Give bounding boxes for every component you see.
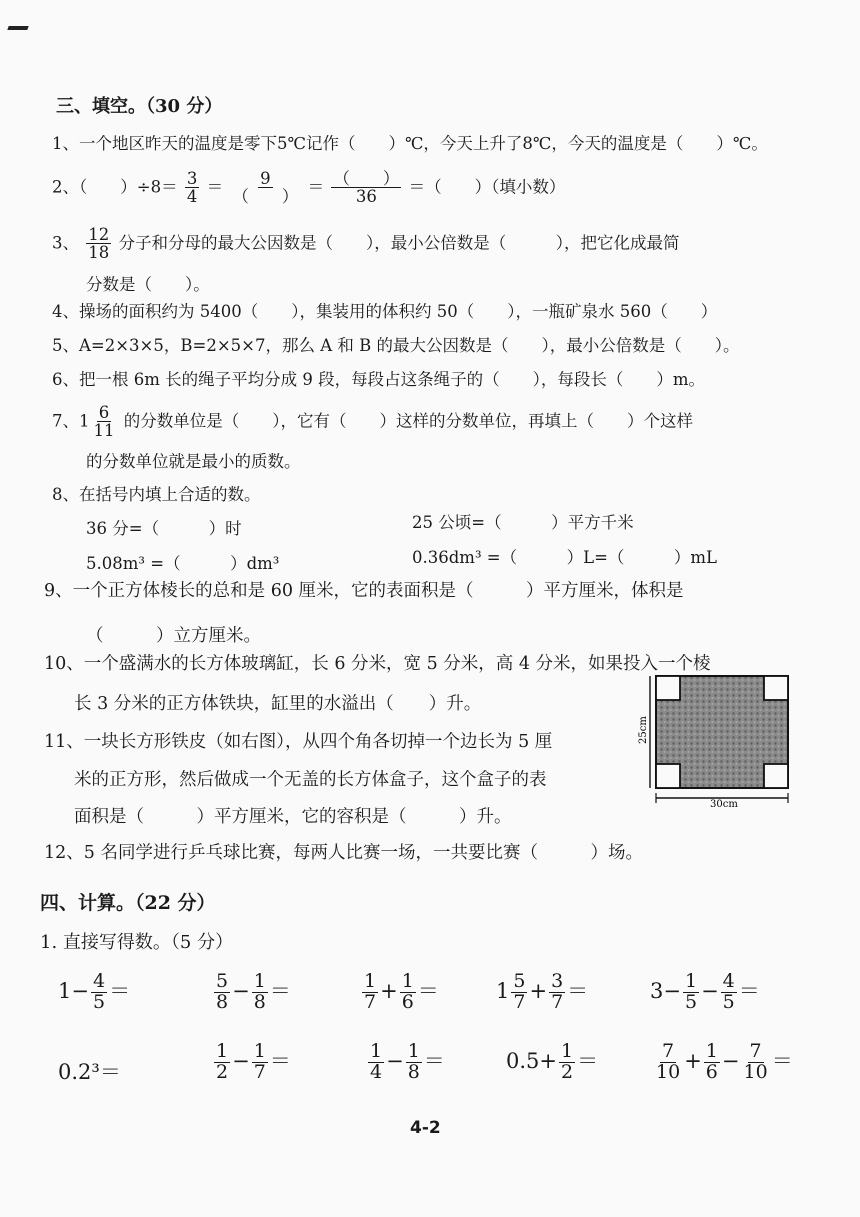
q2-f2-den: （ ）: [232, 187, 299, 207]
calc-8: [366, 1042, 445, 1083]
calc-2-den-2: 8: [253, 990, 266, 1013]
calc-9-den: 2: [561, 1060, 574, 1083]
q2-f2-num: 9: [260, 169, 271, 188]
calc-5-num-2: 4: [722, 970, 735, 992]
q2-f1-num: 3: [186, 169, 198, 188]
calc-8-fraction-2: [406, 1042, 422, 1083]
q7-den: 11: [93, 421, 115, 441]
question-8c: 5.08m³ =（ ）dm³: [86, 554, 280, 573]
calc-2-den-1: 8: [216, 990, 229, 1013]
question-12: 12、5 名同学进行乒乓球比赛，每两人比赛一场，一共要比赛（ ）场。: [44, 843, 643, 863]
calc-10-den-3: 10: [743, 1060, 768, 1083]
calc-6-text: 0.2³＝: [58, 1060, 121, 1084]
question-9: 9、一个正方体棱长的总和是 60 厘米，它的表面积是（ ）平方厘米，体积是: [44, 581, 684, 601]
scan-mark: [7, 26, 28, 30]
question-11-line-3: 面积是（ ）平方厘米，它的容积是（ ）升。: [74, 807, 512, 827]
calc-10-eq: ＝: [771, 1048, 793, 1073]
q2-equals: ＝: [206, 177, 224, 197]
calc-10-fraction-1: [654, 1042, 682, 1083]
calc-3-op: +: [380, 978, 398, 1003]
calc-5-fraction-2: [721, 972, 737, 1013]
calc-10-den-1: 10: [656, 1060, 681, 1083]
calc-8-eq: ＝: [423, 1048, 445, 1073]
calc-1: [58, 972, 130, 1013]
calc-3-den-2: 6: [401, 990, 414, 1013]
calc-3-num-1: 1: [364, 970, 377, 992]
question-1: 1、一个地区昨天的温度是零下5℃记作（ ）℃，今天上升了8℃，今天的温度是（ ）℃。: [52, 134, 768, 153]
calc-3-num-2: 1: [401, 970, 414, 992]
iron-sheet-figure: [638, 670, 798, 810]
calc-9-pre: 0.5+: [506, 1048, 557, 1073]
calc-4-fraction-2: [549, 972, 565, 1013]
question-8d: 0.36dm³ =（ ）L=（ ）mL: [412, 548, 718, 567]
calc-1-den: 5: [92, 990, 106, 1013]
calc-7-op: −: [232, 1048, 250, 1073]
calc-7-fraction-2: [252, 1042, 268, 1083]
question-5: 5、A=2×3×5，B=2×5×7，那么 A 和 B 的最大公因数是（ ），最小公倍数是（ ）。: [52, 336, 740, 355]
question-3: [52, 226, 680, 262]
question-7: [52, 404, 693, 440]
question-8b: 25 公顷=（ ）平方千米: [412, 513, 634, 532]
question-8a: 36 分=（ ）时: [86, 519, 242, 538]
calc-8-op: −: [386, 1048, 404, 1073]
question-4: 4、操场的面积约为 5400（ ），集装用的体积约 50（ ），一瓶矿泉水 560（ ）: [52, 302, 718, 321]
width-label: 30cm: [710, 799, 738, 810]
calc-10-fraction-3: [742, 1042, 770, 1083]
calc-3-fraction-2: [400, 972, 416, 1013]
calc-5-den-1: 5: [684, 990, 698, 1013]
calc-4-fraction-1: [511, 972, 527, 1013]
calc-2-num-2: 1: [253, 970, 266, 992]
question-6: 6、把一根 6m 长的绳子平均分成 9 段，每段占这条绳子的（ ），每段长（ ）m。: [52, 370, 706, 389]
q2-prefix: 2、（ ）÷8＝: [52, 177, 178, 197]
section-4-title: 四、计算。（22 分）: [40, 892, 216, 914]
calc-1-fraction: [91, 972, 107, 1013]
q3-fraction: [86, 226, 111, 262]
corner-square-tl: [656, 676, 680, 700]
q3-num: 12: [88, 225, 110, 244]
calc-2: [212, 972, 291, 1013]
question-10: 10、一个盛满水的长方体玻璃缸，长 6 分米，宽 5 分米，高 4 分米，如果投入一个棱: [44, 654, 711, 674]
q2-fraction-1: [185, 170, 200, 206]
q7-text: 的分数单位是（ ），它有（ ）这样的分数单位，再填上（ ）个这样: [123, 411, 693, 431]
calc-6: [58, 1056, 121, 1086]
corner-square-tr: [764, 676, 788, 700]
calc-2-fraction-1: [214, 972, 230, 1013]
calc-8-num-1: 1: [370, 1040, 383, 1062]
height-label: 25cm: [638, 716, 649, 744]
calc-3: [360, 972, 439, 1013]
calc-3-fraction-1: [362, 972, 378, 1013]
calc-1-eq: ＝: [109, 978, 131, 1003]
calc-4-den-2: 7: [551, 990, 564, 1013]
question-10-line-2: 长 3 分米的正方体铁块，缸里的水溢出（ ）升。: [74, 694, 482, 714]
calc-4-pre: 1: [496, 978, 510, 1003]
calc-5-pre: 3−: [650, 978, 681, 1003]
calc-10-num-2: 1: [705, 1040, 718, 1062]
calc-8-num-2: 1: [407, 1040, 420, 1062]
calc-2-num-1: 5: [216, 970, 229, 992]
q2-f3-den: 36: [355, 187, 377, 207]
calc-7-num-1: 1: [216, 1040, 229, 1062]
q2-fraction-3: [331, 170, 401, 206]
section-3-title: 三、填空。（30 分）: [56, 96, 223, 117]
calc-5: [650, 972, 760, 1013]
calc-5-den-2: 5: [722, 990, 735, 1013]
calc-5-op: −: [701, 978, 719, 1003]
corner-square-br: [764, 764, 788, 788]
corner-square-bl: [656, 764, 680, 788]
calc-9-eq: ＝: [577, 1048, 599, 1073]
calc-3-eq: ＝: [417, 978, 439, 1003]
q2-f3-num: （ ）: [333, 169, 400, 188]
calc-2-fraction-2: [252, 972, 268, 1013]
question-11: 11、一块长方形铁皮（如右图），从四个角各切掉一个边长为 5 厘: [44, 732, 553, 752]
calc-2-eq: ＝: [269, 978, 291, 1003]
calc-10-fraction-2: [704, 1042, 720, 1083]
calc-10-den-2: 6: [705, 1060, 718, 1083]
q7-num: 6: [98, 403, 110, 422]
calc-8-den-2: 8: [407, 1060, 420, 1083]
subsection-1-title: 1. 直接写得数。（5 分）: [40, 932, 234, 953]
calc-1-num: 4: [92, 970, 106, 992]
calc-3-den-1: 7: [364, 990, 377, 1013]
calc-10-op-1: +: [684, 1048, 702, 1073]
calc-4-den-1: 7: [513, 990, 526, 1013]
calc-7-den-2: 7: [253, 1060, 266, 1083]
calc-7-den-1: 2: [216, 1060, 229, 1083]
calc-4-num-1: 5: [513, 970, 526, 992]
calc-10-op-2: −: [721, 1048, 740, 1073]
calc-5-eq: ＝: [738, 978, 760, 1003]
calc-7: [212, 1042, 291, 1083]
question-9-line-2: （ ）立方厘米。: [86, 626, 261, 646]
question-8: 8、在括号内填上合适的数。: [52, 485, 261, 504]
calc-10-num-3: 7: [749, 1040, 762, 1062]
q7-fraction: [92, 404, 117, 440]
q3-text: 分子和分母的最大公因数是（ ），最小公倍数是（ ），把它化成最简: [118, 233, 680, 253]
calc-7-num-2: 1: [253, 1040, 266, 1062]
calc-5-fraction-1: [683, 972, 699, 1013]
page-number: 4-2: [410, 1118, 441, 1138]
question-3-line-2: 分数是（ ）。: [86, 275, 210, 294]
calc-2-op: −: [232, 978, 250, 1003]
calc-4-op: +: [529, 978, 548, 1003]
q3-den: 18: [88, 243, 110, 263]
calc-9-fraction: [559, 1042, 575, 1083]
q3-prefix: 3、: [52, 233, 79, 253]
question-2: [52, 170, 565, 206]
q2-equals-2: ＝: [307, 177, 325, 197]
q2-f1-den: 4: [186, 187, 198, 207]
q2-fraction-2: [230, 170, 300, 206]
calc-4-eq: ＝: [567, 978, 589, 1003]
calc-10-num-1: 7: [662, 1040, 675, 1062]
question-7-line-2: 的分数单位就是最小的质数。: [86, 452, 301, 471]
calc-7-eq: ＝: [269, 1048, 291, 1073]
calc-5-num-1: 1: [684, 970, 698, 992]
q7-prefix: 7、1: [52, 411, 90, 431]
calc-4-num-2: 3: [551, 970, 564, 992]
q2-suffix: ＝（ ）（填小数）: [408, 177, 566, 197]
calc-9: [506, 1042, 598, 1083]
calc-4: [496, 972, 588, 1013]
calc-8-fraction-1: [368, 1042, 384, 1083]
calc-9-num: 1: [561, 1040, 574, 1062]
calc-8-den-1: 4: [370, 1060, 383, 1083]
calc-10: [652, 1042, 793, 1083]
question-11-line-2: 米的正方形，然后做成一个无盖的长方体盒子，这个盒子的表: [74, 770, 547, 790]
calc-1-pre: 1−: [58, 978, 89, 1003]
calc-7-fraction-1: [214, 1042, 230, 1083]
